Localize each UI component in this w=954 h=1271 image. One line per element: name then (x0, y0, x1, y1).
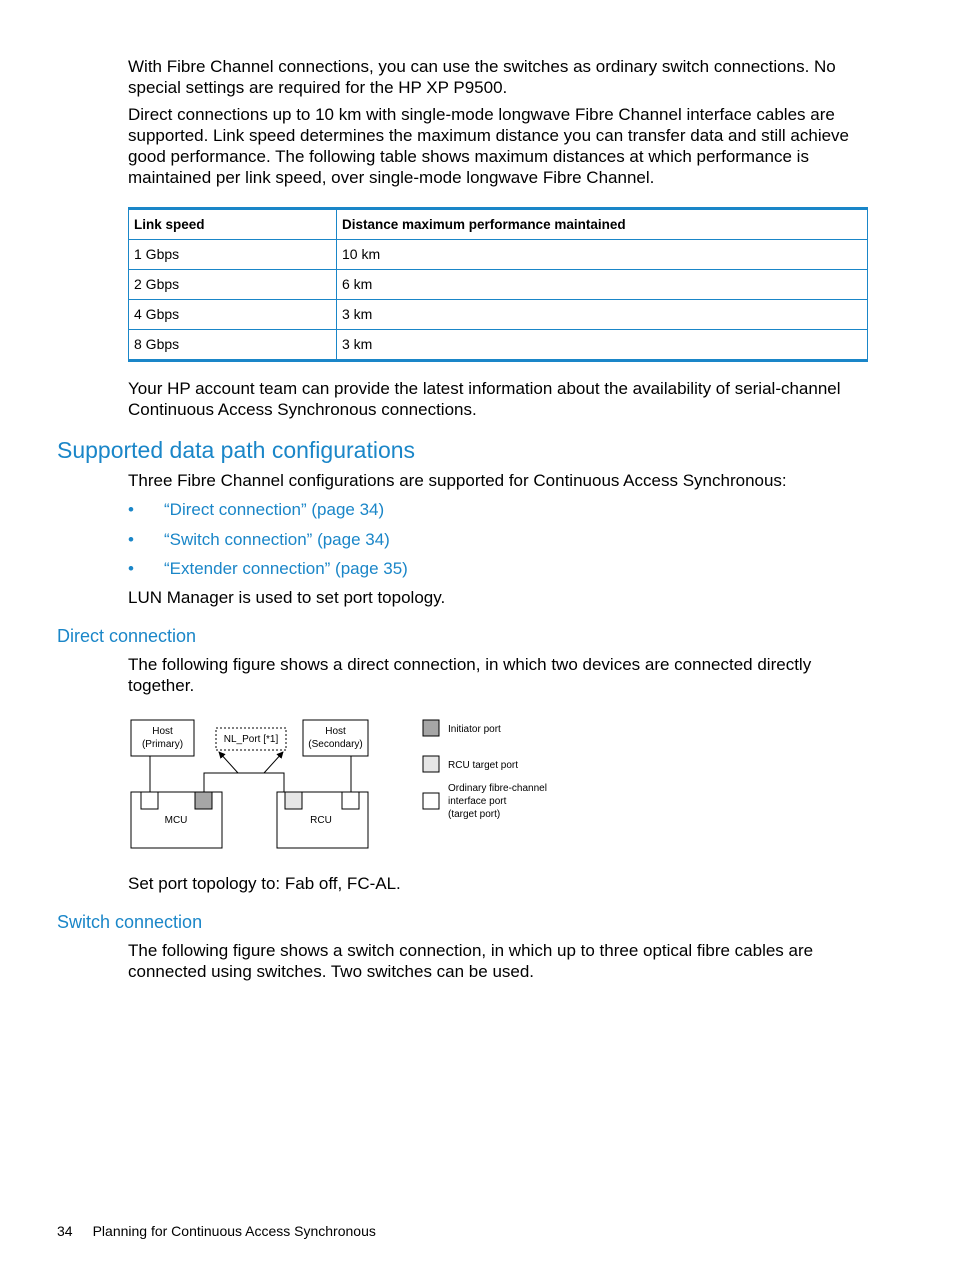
table-cell: 2 Gbps (129, 270, 337, 300)
nl-port-label: NL_Port [*1] (223, 734, 279, 745)
extender-connection-link[interactable]: “Extender connection” (page 35) (164, 559, 408, 578)
intro-paragraph-2: Direct connections up to 10 km with single-mode longwave Fibre Channel interface cables are supported. Link speed determines the maximum distance you can transfer data and still achieve good performance. The following table shows maximum distances at which performance is maintained per link speed, over single-mode longwave Fibre Channel. (128, 105, 850, 187)
direct-connection-heading: Direct connection (57, 626, 197, 646)
mcu-label: MCU (164, 815, 188, 826)
rcu-ordinary-port (342, 792, 359, 809)
legend-ordinary-swatch (423, 793, 439, 809)
table-cell: 8 Gbps (129, 330, 337, 361)
legend-initiator-swatch (423, 720, 439, 736)
table-row (129, 300, 868, 330)
legend-initiator-label: Initiator port (448, 724, 501, 735)
table-header-cell: Distance maximum performance maintained (337, 209, 868, 240)
host-secondary-label: Host (325, 726, 346, 737)
table-cell: 3 km (337, 330, 868, 361)
table-row (129, 240, 868, 270)
legend-ordinary-label: (target port) (448, 809, 501, 820)
page-number: 34 (57, 1223, 73, 1239)
page-footer (57, 1222, 376, 1240)
mcu-initiator-port (195, 792, 212, 809)
topology-note: Set port topology to: Fab off, FC-AL. (128, 874, 401, 893)
table-row (129, 330, 868, 361)
table-cell: 6 km (337, 270, 868, 300)
host-secondary-sublabel: (Secondary) (308, 739, 363, 750)
nl-port-arrow-right (264, 752, 283, 773)
after-table-paragraph: Your HP account team can provide the latest information about the availability of serial-channel Continuous Access Synchronous connections. (128, 379, 841, 419)
bullet-icon: • (128, 500, 134, 519)
table-row (129, 270, 868, 300)
rcu-label: RCU (310, 815, 332, 826)
direct-connection-text: The following figure shows a direct connection, in which two devices are connected directly together. (128, 655, 812, 695)
legend-rcu-target-label: RCU target port (448, 760, 519, 771)
section-heading: Supported data path configurations (57, 437, 416, 463)
table-cell: 3 km (337, 300, 868, 330)
table-cell: 10 km (337, 240, 868, 270)
legend-ordinary-label: Ordinary fibre-channel (448, 783, 547, 794)
table-cell: 4 Gbps (129, 300, 337, 330)
switch-connection-link[interactable]: “Switch connection” (page 34) (164, 529, 390, 549)
lun-manager-note: LUN Manager is used to set port topology. (128, 588, 446, 607)
direct-connection-link[interactable]: “Direct connection” (page 34) (164, 500, 385, 519)
host-primary-sublabel: (Primary) (141, 739, 184, 750)
host-primary-label: Host (152, 726, 173, 737)
footer-title: Planning for Continuous Access Synchronous (92, 1223, 376, 1239)
switch-connection-text: The following figure shows a switch connection, in which up to three optical fibre cables are connected using switches. Two switches can be used. (128, 941, 814, 981)
config-link-list (128, 498, 408, 587)
list-item (128, 528, 408, 558)
legend-ordinary-label: interface port (448, 796, 507, 807)
table-header-cell: Link speed (129, 209, 337, 240)
mcu-ordinary-port (141, 792, 158, 809)
list-item (128, 498, 408, 528)
bullet-icon: • (128, 559, 134, 578)
table-header-row (129, 209, 868, 240)
nl-port-arrow-left (219, 752, 238, 773)
rcu-target-port (285, 792, 302, 809)
table-cell: 1 Gbps (129, 240, 337, 270)
switch-connection-heading: Switch connection (57, 912, 203, 932)
section-lead: Three Fibre Channel configurations are supported for Continuous Access Synchronous: (128, 471, 787, 490)
link-speed-table (128, 207, 868, 362)
direct-connection-diagram (128, 715, 568, 853)
mcu-rcu-link (204, 773, 284, 792)
intro-paragraph-1: With Fibre Channel connections, you can use the switches as ordinary switch connections. No special settings are required for the HP XP P9500. (128, 57, 836, 97)
list-item (128, 557, 408, 587)
legend-rcu-target-swatch (423, 756, 439, 772)
bullet-icon: • (128, 529, 134, 549)
